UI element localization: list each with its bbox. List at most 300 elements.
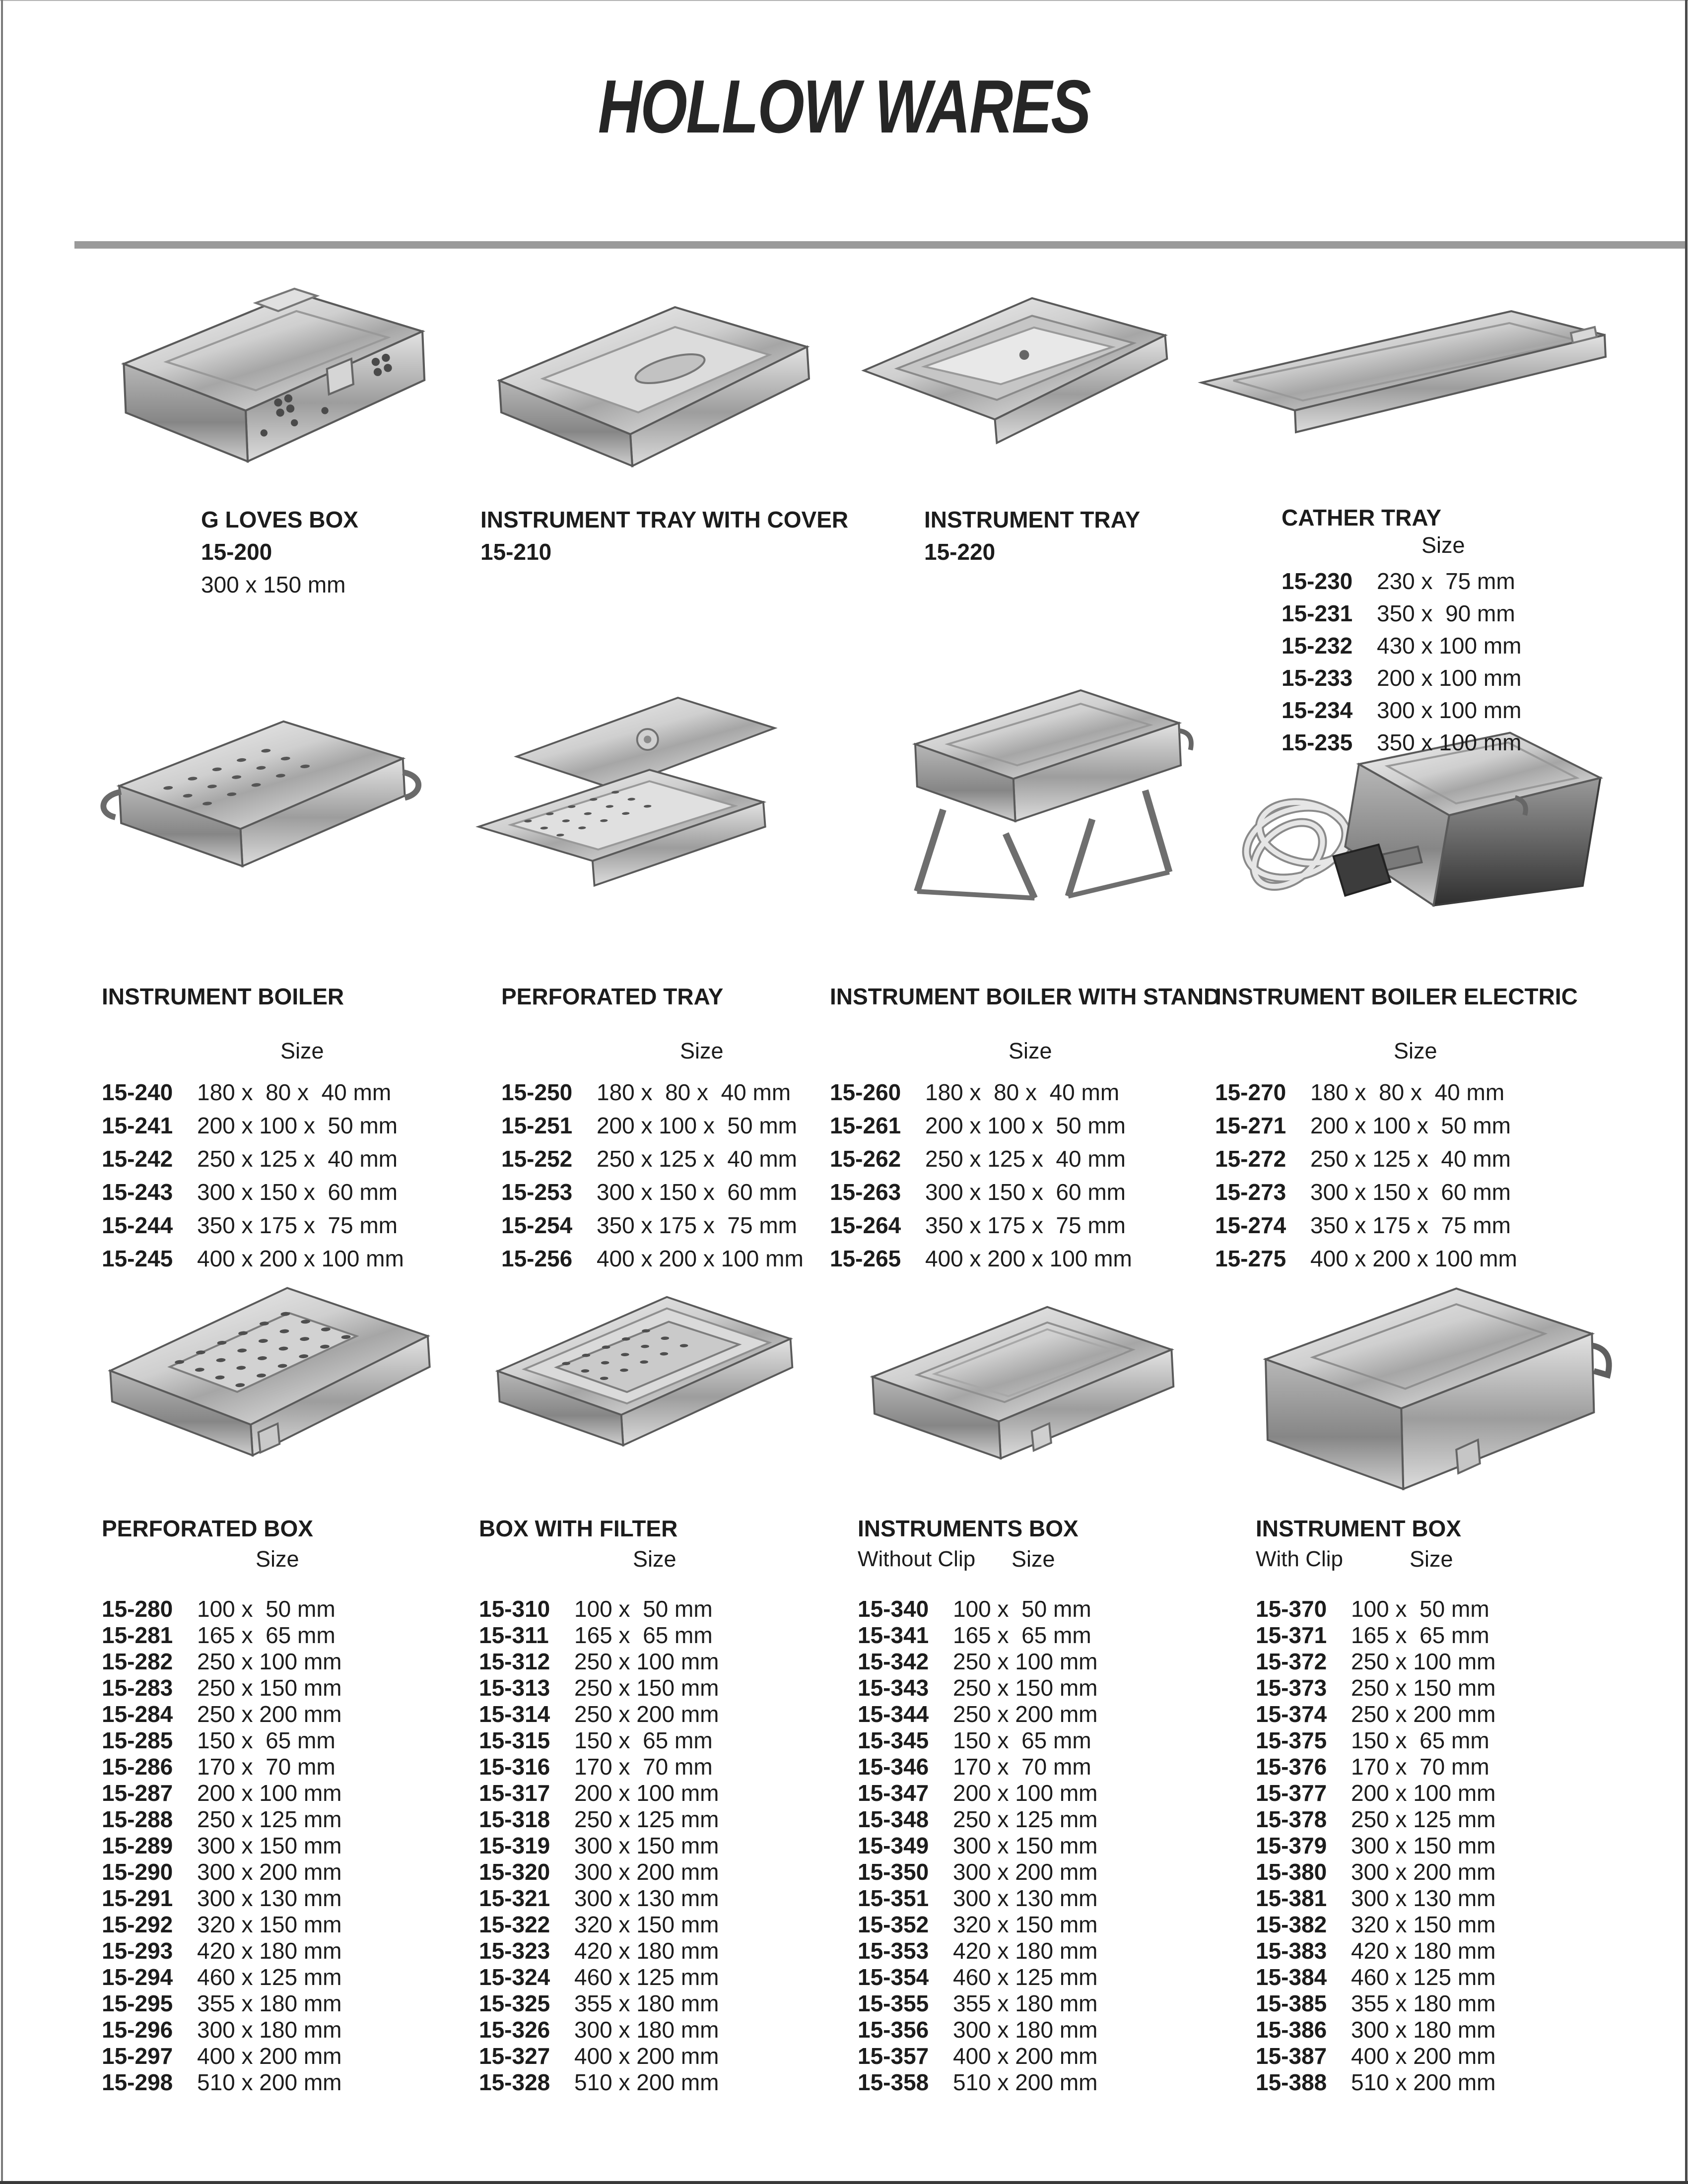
product-code: 15-357 (858, 2043, 929, 2069)
product-size: 355 x 180 mm (197, 1990, 342, 2016)
product-size: 150 x 65 mm (1351, 1727, 1489, 1753)
page-title: HOLLOW WARES (598, 65, 1090, 149)
size-table-row (102, 1176, 404, 1209)
product-size: 250 x 100 mm (1351, 1649, 1496, 1674)
size-table-row (479, 1859, 719, 1885)
product-size: 165 x 65 mm (574, 1622, 713, 1648)
size-table-row (1256, 1806, 1495, 1833)
size-table-row (102, 1242, 404, 1275)
product-size: 180 x 80 x 40 mm (1310, 1079, 1505, 1105)
size-column-label: Size (1012, 1546, 1055, 1572)
product-code: 15-253 (501, 1179, 573, 1205)
size-table (1215, 1076, 1578, 1275)
size-table-row (1256, 2069, 1495, 2096)
product-name: PERFORATED TRAY (501, 984, 724, 1009)
product-size: 300 x 150 mm (574, 1833, 719, 1858)
product-code: 15-370 (1256, 1596, 1327, 1622)
product-size: 300 x 180 mm (574, 2017, 719, 2043)
product-code: 15-350 (858, 1859, 929, 1885)
size-column-label: Size (1410, 1546, 1453, 1572)
size-table-row (1256, 1701, 1495, 1727)
product-code: 15-233 (1282, 665, 1353, 691)
product-size: 170 x 70 mm (574, 1754, 713, 1780)
product-size: 250 x 200 mm (197, 1701, 342, 1727)
product-code: 15-387 (1256, 2043, 1327, 2069)
product-size: 320 x 150 mm (197, 1912, 342, 1937)
size-table-row (102, 1964, 341, 1990)
size-table-row (858, 1596, 1097, 1622)
size-column-label: Size (280, 1038, 324, 1063)
product-code: 15-375 (1256, 1727, 1327, 1753)
spec-box-with-filter (479, 1515, 719, 2096)
product-size: 460 x 125 mm (1351, 1964, 1496, 1990)
product-code: 15-313 (479, 1675, 550, 1701)
product-size: 100 x 50 mm (953, 1596, 1091, 1622)
product-size: 510 x 200 mm (953, 2069, 1098, 2095)
size-table-row (1282, 597, 1521, 630)
size-table-row (102, 2069, 341, 2096)
product-code: 15-356 (858, 2017, 929, 2043)
spec-perforated-tray (501, 983, 804, 1275)
size-table-row (1256, 1885, 1495, 1912)
size-table-row (1215, 1176, 1578, 1209)
product-code: 15-230 (1282, 568, 1353, 594)
product-name: BOX WITH FILTER (479, 1516, 678, 1541)
size-header-line (501, 1038, 804, 1064)
product-name: INSTRUMENT TRAY (924, 507, 1141, 532)
size-table-row (102, 1076, 404, 1109)
size-table-row (858, 1754, 1097, 1780)
product-code: 15-346 (858, 1754, 929, 1780)
product-name: G LOVES BOX (201, 507, 358, 532)
product-size: 200 x 100 x 50 mm (925, 1113, 1126, 1138)
product-code: 15-385 (1256, 1990, 1327, 2016)
instrument-boiler-image (92, 690, 424, 901)
product-code: 15-293 (102, 1938, 173, 1964)
size-table-row (858, 1859, 1097, 1885)
size-table-row (479, 1727, 719, 1754)
product-size: 510 x 200 mm (574, 2069, 719, 2095)
product-code: 15-283 (102, 1675, 173, 1701)
size-table-row (479, 1675, 719, 1701)
product-code: 15-295 (102, 1990, 173, 2016)
size-table-row (479, 1780, 719, 1806)
size-table-row (102, 1990, 341, 2017)
perforated-tray-image (462, 682, 784, 906)
size-table-row (830, 1109, 1220, 1142)
size-table-row (479, 2069, 719, 2096)
box-with-filter-image (469, 1270, 811, 1494)
product-code: 15-316 (479, 1754, 550, 1780)
size-table-row (1256, 1780, 1495, 1806)
product-size: 300 x 200 mm (574, 1859, 719, 1885)
product-size: 300 x 130 mm (1351, 1885, 1496, 1911)
instrument-tray-with-cover-image (472, 285, 829, 484)
product-code: 15-347 (858, 1780, 929, 1806)
product-code: 15-379 (1256, 1833, 1327, 1858)
product-size: 200 x 100 mm (1351, 1780, 1496, 1806)
product-code: 15-262 (830, 1146, 901, 1172)
product-size: 100 x 50 mm (574, 1596, 713, 1622)
product-code: 15-234 (1282, 697, 1353, 723)
product-code: 15-312 (479, 1649, 550, 1674)
product-code: 15-232 (1282, 633, 1353, 659)
product-code: 15-261 (830, 1113, 901, 1138)
size-column-label: Size (680, 1038, 724, 1063)
product-size: 150 x 65 mm (574, 1727, 713, 1753)
product-code: 15-378 (1256, 1806, 1327, 1832)
product-size: 355 x 180 mm (953, 1990, 1098, 2016)
product-code: 15-351 (858, 1885, 929, 1911)
product-code: 15-244 (102, 1212, 173, 1238)
product-code: 15-290 (102, 1859, 173, 1885)
product-code: 15-245 (102, 1246, 173, 1271)
size-table-row (102, 1806, 341, 1833)
product-size: 165 x 65 mm (953, 1622, 1091, 1648)
product-size: 300 x 150 mm (197, 1833, 342, 1858)
instrument-tray-image (846, 280, 1179, 471)
size-table-row (1256, 1833, 1495, 1859)
size-table-row (858, 1675, 1097, 1701)
product-size: 460 x 125 mm (197, 1964, 342, 1990)
size-table (830, 1076, 1220, 1275)
product-size: 300 x 130 mm (574, 1885, 719, 1911)
size-table-row (479, 1649, 719, 1675)
product-size: 400 x 200 x 100 mm (925, 1246, 1132, 1271)
product-code: 15-273 (1215, 1179, 1286, 1205)
size-table-row (479, 1964, 719, 1990)
product-code: 15-250 (501, 1079, 573, 1105)
product-code: 15-286 (102, 1754, 173, 1780)
product-size: 250 x 125 mm (1351, 1806, 1496, 1832)
product-size: 300 x 100 mm (1377, 697, 1522, 723)
product-code: 15-242 (102, 1146, 173, 1172)
spec-instrument-box (1256, 1515, 1495, 2096)
product-code: 15-315 (479, 1727, 550, 1753)
size-table-row (102, 1859, 341, 1885)
size-table-row (479, 1622, 719, 1649)
divider-rule (74, 241, 1685, 249)
product-code: 15-292 (102, 1912, 173, 1937)
product-size: 250 x 125 x 40 mm (1310, 1146, 1511, 1172)
instrument-box-image (1209, 1263, 1625, 1514)
product-code: 15-288 (102, 1806, 173, 1832)
size-table-row (1282, 630, 1521, 662)
product-name: INSTRUMENT BOX (1256, 1516, 1461, 1541)
size-table-row (858, 2043, 1097, 2069)
product-size: 460 x 125 mm (574, 1964, 719, 1990)
size-table-row (479, 1701, 719, 1727)
size-header-line (858, 1546, 1097, 1572)
size-table-row (501, 1109, 804, 1142)
spec-instrument-boiler-electric (1215, 983, 1578, 1275)
product-code: 15-327 (479, 2043, 550, 2069)
size-table-row (102, 1675, 341, 1701)
product-code: 15-340 (858, 1596, 929, 1622)
product-size: 250 x 100 mm (574, 1649, 719, 1674)
size-table-row (858, 1649, 1097, 1675)
product-size: 350 x 175 x 75 mm (597, 1212, 797, 1238)
size-table-row (102, 1754, 341, 1780)
size-table-row (1215, 1242, 1578, 1275)
size-header-line (479, 1546, 719, 1572)
product-code: 15-289 (102, 1833, 173, 1858)
product-size: 420 x 180 mm (574, 1938, 719, 1964)
product-size: 250 x 150 mm (1351, 1675, 1496, 1701)
size-table-row (830, 1242, 1220, 1275)
size-table-row (1215, 1142, 1578, 1176)
product-code: 15-254 (501, 1212, 573, 1238)
product-code: 15-241 (102, 1113, 173, 1138)
product-name: CATHER TRAY (1282, 505, 1442, 530)
product-size: 250 x 125 mm (574, 1806, 719, 1832)
product-code: 15-272 (1215, 1146, 1286, 1172)
product-size: 400 x 200 mm (1351, 2043, 1496, 2069)
size-table-row (102, 1701, 341, 1727)
product-size: 200 x 100 mm (953, 1780, 1098, 1806)
product-code: 15-318 (479, 1806, 550, 1832)
product-code: 15-324 (479, 1964, 550, 1990)
size-table-row (501, 1242, 804, 1275)
size-table-row (858, 1964, 1097, 1990)
product-size: 350 x 175 x 75 mm (197, 1212, 398, 1238)
size-header-line (1256, 1546, 1495, 1572)
size-table-row (102, 1596, 341, 1622)
product-caption-g-loves-box (201, 504, 358, 601)
size-table (858, 1596, 1097, 2096)
product-code: 15-200 (201, 539, 272, 565)
product-size: 250 x 150 mm (197, 1675, 342, 1701)
size-table-row (1256, 1964, 1495, 1990)
spec-instrument-boiler-with-stand (830, 983, 1220, 1275)
product-size: 200 x 100 mm (574, 1780, 719, 1806)
product-size: 300 x 150 x 60 mm (597, 1179, 797, 1205)
product-size: 170 x 70 mm (197, 1754, 336, 1780)
product-name: INSTRUMENT BOILER ELECTRIC (1215, 984, 1578, 1009)
size-table-row (1256, 1938, 1495, 1964)
product-code: 15-235 (1282, 729, 1353, 755)
size-table-row (1256, 1622, 1495, 1649)
product-size: 250 x 100 mm (197, 1649, 342, 1674)
product-size: 400 x 200 mm (574, 2043, 719, 2069)
product-size: 250 x 200 mm (953, 1701, 1098, 1727)
size-column-label: Size (633, 1546, 676, 1572)
product-size: 320 x 150 mm (953, 1912, 1098, 1937)
size-column-label: Size (256, 1546, 299, 1572)
product-code: 15-317 (479, 1780, 550, 1806)
product-size: 150 x 65 mm (953, 1727, 1091, 1753)
product-size: 510 x 200 mm (197, 2069, 342, 2095)
size-table (1256, 1596, 1495, 2096)
product-size: 165 x 65 mm (1351, 1622, 1489, 1648)
size-table-row (830, 1142, 1220, 1176)
size-table-row (858, 1833, 1097, 1859)
product-code: 15-274 (1215, 1212, 1286, 1238)
product-code: 15-310 (479, 1596, 550, 1622)
product-caption-instrument-tray-with-cover (480, 504, 848, 568)
product-size: 430 x 100 mm (1377, 633, 1522, 659)
size-table-row (501, 1176, 804, 1209)
product-code: 15-349 (858, 1833, 929, 1858)
size-table-row (1256, 1596, 1495, 1622)
product-size: 300 x 150 x 60 mm (1310, 1179, 1511, 1205)
spec-instrument-boiler (102, 983, 404, 1275)
product-code: 15-256 (501, 1246, 573, 1271)
product-size: 300 x 150 mm (1351, 1833, 1496, 1858)
product-size: 300 x 180 mm (197, 2017, 342, 2043)
size-column-label: Size (1421, 532, 1465, 558)
size-table-row (1215, 1109, 1578, 1142)
product-code: 15-210 (480, 539, 552, 565)
size-table-row (1282, 662, 1521, 694)
product-code: 15-342 (858, 1649, 929, 1674)
cather-tray-image (1184, 295, 1620, 449)
product-code: 15-264 (830, 1212, 901, 1238)
product-size: 320 x 150 mm (1351, 1912, 1496, 1937)
product-name: INSTRUMENTS BOX (858, 1516, 1079, 1541)
product-code: 15-343 (858, 1675, 929, 1701)
instruments-box-image (841, 1278, 1191, 1496)
product-code: 15-265 (830, 1246, 901, 1271)
size-table-row (858, 2069, 1097, 2096)
product-code: 15-220 (924, 539, 996, 565)
size-table-row (858, 1780, 1097, 1806)
product-size: 420 x 180 mm (1351, 1938, 1496, 1964)
g-loves-box-image (84, 270, 452, 489)
size-table-row (1215, 1076, 1578, 1109)
size-table-row (102, 1885, 341, 1912)
size-header-line (1215, 1038, 1578, 1064)
size-table-row (1256, 1859, 1495, 1885)
size-table-row (501, 1142, 804, 1176)
product-name: INSTRUMENT TRAY WITH COVER (480, 507, 849, 532)
size-table-row (479, 2043, 719, 2069)
size-table (501, 1076, 804, 1275)
product-size: 300 x 200 mm (197, 1859, 342, 1885)
spec-instruments-box (858, 1515, 1097, 2096)
size-table (1282, 565, 1521, 759)
product-code: 15-322 (479, 1912, 550, 1937)
size-table-row (102, 1727, 341, 1754)
size-header-line (1282, 532, 1521, 558)
size-table-row (479, 2017, 719, 2043)
product-code: 15-243 (102, 1179, 173, 1205)
product-code: 15-251 (501, 1113, 573, 1138)
size-table-row (858, 1912, 1097, 1938)
product-code: 15-319 (479, 1833, 550, 1858)
size-table-row (1256, 2043, 1495, 2069)
product-code: 15-381 (1256, 1885, 1327, 1911)
product-size: 180 x 80 x 40 mm (197, 1079, 392, 1105)
size-table-row (102, 1209, 404, 1242)
product-size: 300 x 180 mm (953, 2017, 1098, 2043)
product-code: 15-281 (102, 1622, 173, 1648)
size-table (102, 1596, 341, 2096)
perforated-box-image (84, 1263, 452, 1499)
size-table-row (858, 1806, 1097, 1833)
product-code: 15-270 (1215, 1079, 1286, 1105)
product-code: 15-284 (102, 1701, 173, 1727)
product-code: 15-353 (858, 1938, 929, 1964)
product-size: 200 x 100 mm (1377, 665, 1522, 691)
product-code: 15-372 (1256, 1649, 1327, 1674)
product-code: 15-285 (102, 1727, 173, 1753)
product-size: 320 x 150 mm (574, 1912, 719, 1937)
product-code: 15-298 (102, 2069, 173, 2095)
size-table-row (479, 1754, 719, 1780)
product-code: 15-252 (501, 1146, 573, 1172)
size-table-row (479, 1806, 719, 1833)
product-size: 200 x 100 x 50 mm (597, 1113, 797, 1138)
product-code: 15-344 (858, 1701, 929, 1727)
product-code: 15-263 (830, 1179, 901, 1205)
product-subtitle: With Clip (1256, 1547, 1344, 1571)
size-table-row (1215, 1209, 1578, 1242)
product-size: 200 x 100 x 50 mm (197, 1113, 398, 1138)
product-code: 15-314 (479, 1701, 550, 1727)
product-code: 15-355 (858, 1990, 929, 2016)
size-table (102, 1076, 404, 1275)
product-code: 15-297 (102, 2043, 173, 2069)
size-table-row (858, 1938, 1097, 1964)
product-size: 350 x 175 x 75 mm (925, 1212, 1126, 1238)
size-table-row (102, 1833, 341, 1859)
product-size: 250 x 125 x 40 mm (925, 1146, 1126, 1172)
product-size: 250 x 125 mm (953, 1806, 1098, 1832)
size-table-row (501, 1209, 804, 1242)
product-size: 250 x 200 mm (1351, 1701, 1496, 1727)
size-table-row (1256, 1649, 1495, 1675)
size-table-row (1256, 2017, 1495, 2043)
product-size: 180 x 80 x 40 mm (925, 1079, 1120, 1105)
product-code: 15-311 (479, 1622, 549, 1648)
size-table-row (102, 1780, 341, 1806)
product-size: 200 x 100 x 50 mm (1310, 1113, 1511, 1138)
size-table-row (102, 1912, 341, 1938)
product-size: 300 x 180 mm (1351, 2017, 1496, 2043)
product-code: 15-260 (830, 1079, 901, 1105)
product-size: 300 x 200 mm (953, 1859, 1098, 1885)
product-code: 15-321 (479, 1885, 550, 1911)
product-size: 200 x 100 mm (197, 1780, 342, 1806)
size-table-row (102, 2017, 341, 2043)
size-table-row (830, 1209, 1220, 1242)
product-size: 355 x 180 mm (574, 1990, 719, 2016)
product-code: 15-383 (1256, 1938, 1327, 1964)
product-code: 15-325 (479, 1990, 550, 2016)
product-code: 15-320 (479, 1859, 550, 1885)
product-size: 350 x 90 mm (1377, 600, 1515, 626)
size-table-row (1282, 565, 1521, 597)
product-size: 355 x 180 mm (1351, 1990, 1496, 2016)
product-size: 250 x 100 mm (953, 1649, 1098, 1674)
product-size: 300 x 130 mm (953, 1885, 1098, 1911)
size-table-row (479, 1596, 719, 1622)
product-code: 15-345 (858, 1727, 929, 1753)
product-size: 170 x 70 mm (953, 1754, 1091, 1780)
product-code: 15-376 (1256, 1754, 1327, 1780)
product-code: 15-382 (1256, 1912, 1327, 1937)
product-size: 165 x 65 mm (197, 1622, 336, 1648)
product-code: 15-377 (1256, 1780, 1327, 1806)
product-size: 400 x 200 mm (197, 2043, 342, 2069)
size-table (479, 1596, 719, 2096)
product-code: 15-296 (102, 2017, 173, 2043)
product-size: 300 x 150 x 60 mm (925, 1179, 1126, 1205)
product-code: 15-291 (102, 1885, 173, 1911)
product-size: 300 x 200 mm (1351, 1859, 1496, 1885)
size-table-row (1256, 1675, 1495, 1701)
